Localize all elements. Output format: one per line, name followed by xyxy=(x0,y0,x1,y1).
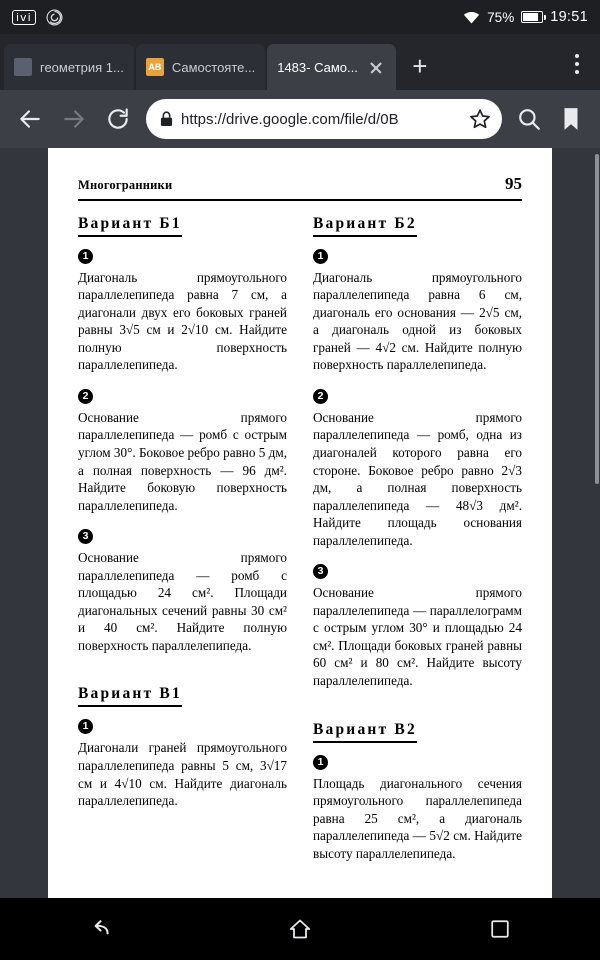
question-block xyxy=(78,389,287,514)
nav-home-button[interactable] xyxy=(272,906,328,952)
home-icon xyxy=(288,917,312,941)
question-text: Основание прямого параллелепипеда — ромб с площадью 24 см². Площади диагональных сечений равны 30 см² и 40 см². Найдите полную поверхность параллелепипеда. xyxy=(78,550,287,653)
overflow-menu-icon[interactable] xyxy=(560,44,594,84)
arrow-left-icon xyxy=(17,106,43,132)
lock-icon xyxy=(160,111,173,127)
question-number: 1 xyxy=(78,249,93,264)
status-right xyxy=(463,9,588,25)
question-number: 1 xyxy=(313,249,328,264)
tab-strip xyxy=(0,34,600,90)
question-block xyxy=(78,249,287,374)
wifi-icon xyxy=(463,10,480,25)
bookmark-icon xyxy=(559,106,583,132)
question-text: Основание прямого параллелепипеда — параллелограмм с острым углом 30° и площадью 24 см². Площади боковых граней равны 60 см² и 80 см². Найдите высоту параллелепипеда. xyxy=(313,585,522,688)
tab-title-3: 1483- Само... xyxy=(277,59,358,75)
question-block xyxy=(78,719,287,809)
url-text[interactable]: https://drive.google.com/file/d/0B xyxy=(181,110,399,128)
search-icon xyxy=(516,106,542,132)
page-number: 95 xyxy=(505,174,522,193)
question-text: Площадь диагонального сечения прямоугольного параллелепипеда равна 25 см², а диагональ параллелепипеда — 5√2 см. Найдите высоту параллелепипеда. xyxy=(313,775,522,861)
header-rule xyxy=(78,199,522,201)
document-page xyxy=(48,148,552,898)
spiral-icon xyxy=(46,9,63,26)
question-number: 2 xyxy=(78,389,93,404)
status-left xyxy=(12,9,63,26)
tab-title-2: Самостояте... xyxy=(171,59,256,75)
question-block xyxy=(78,529,287,654)
question-block xyxy=(313,389,522,549)
forward-button[interactable] xyxy=(54,99,94,139)
tab-favicon-1 xyxy=(14,58,32,76)
system-navigation-bar xyxy=(0,898,600,960)
reload-icon xyxy=(105,106,131,132)
question-text: Диагональ прямоугольного параллелепипеда равна 7 см, а диагонали двух его боковых граней равны 3√5 см и 2√10 см. Найдите полную поверхность параллелепипеда. xyxy=(78,269,287,373)
question-block xyxy=(313,755,522,863)
question-number: 2 xyxy=(313,389,328,404)
variant-heading-v2: Вариант В2 xyxy=(313,721,417,743)
scrollbar-thumb[interactable] xyxy=(595,154,599,484)
bookmarks-button[interactable] xyxy=(552,100,590,138)
page-viewport[interactable] xyxy=(0,148,600,898)
battery-percent: 75% xyxy=(487,9,515,25)
page-columns xyxy=(78,215,522,878)
question-text: Диагональ прямоугольного параллелепипеда равна 6 см, диагональ его основания — 2√5 см, а диагональ одной из боковых граней — 4√2 см. Найдите полную поверхность параллелепипеда. xyxy=(313,269,522,373)
question-text: Диагонали граней прямоугольного параллелепипеда равны 5 см, 3√17 см и 4√10 см. Найдите диагональ параллелепипеда. xyxy=(78,740,287,809)
omnibox-toolbar xyxy=(0,90,600,148)
variant-heading-b1: Вариант Б1 xyxy=(78,215,182,237)
back-icon xyxy=(87,916,113,942)
nav-back-button[interactable] xyxy=(72,906,128,952)
question-number: 3 xyxy=(78,529,93,544)
browser-tab-1[interactable] xyxy=(4,44,134,90)
url-bar[interactable] xyxy=(146,99,502,139)
browser-tab-2[interactable] xyxy=(136,44,265,90)
nav-recents-button[interactable] xyxy=(472,906,528,952)
question-block xyxy=(313,564,522,689)
close-icon[interactable] xyxy=(366,57,386,77)
browser-tab-3-active[interactable] xyxy=(267,44,396,90)
reload-button[interactable] xyxy=(98,99,138,139)
new-tab-button[interactable]: + xyxy=(412,50,428,81)
variant-heading-b2: Вариант Б2 xyxy=(313,215,417,237)
chapter-title: Многогранники xyxy=(78,178,173,192)
column-left xyxy=(78,215,287,878)
recents-icon xyxy=(489,918,511,940)
question-number: 1 xyxy=(78,719,93,734)
scrollbar[interactable] xyxy=(595,150,599,896)
question-text: Основание прямого параллелепипеда — ромб с острым углом 30°. Боковое ребро равно 5 дм, а полная поверхность — 96 дм². Найдите боковую поверхность параллелепипеда. xyxy=(78,409,287,513)
carrier-label: ivi xyxy=(12,10,36,25)
column-right xyxy=(313,215,522,878)
arrow-right-icon xyxy=(61,106,87,132)
variant-heading-v1: Вариант В1 xyxy=(78,685,182,707)
battery-icon xyxy=(521,11,543,23)
question-number: 3 xyxy=(313,564,328,579)
status-clock: 19:51 xyxy=(550,9,588,25)
search-button[interactable] xyxy=(510,100,548,138)
back-button[interactable] xyxy=(10,99,50,139)
question-number: 1 xyxy=(313,755,328,770)
status-bar xyxy=(0,0,600,34)
tab-title-1: геометрия 1... xyxy=(40,59,124,75)
question-text: Основание прямого параллелепипеда — ромб, одна из диагоналей которого равна его стороне. Боковое ребро равно 2√3 дм, а полная поверхность параллелепипеда — 48√3 дм². Найдите площадь основания параллелепипеда. xyxy=(313,409,522,548)
tab-favicon-2: AB xyxy=(146,58,164,76)
question-block xyxy=(313,249,522,374)
bookmark-star-icon[interactable] xyxy=(468,107,492,131)
page-header xyxy=(78,174,522,194)
